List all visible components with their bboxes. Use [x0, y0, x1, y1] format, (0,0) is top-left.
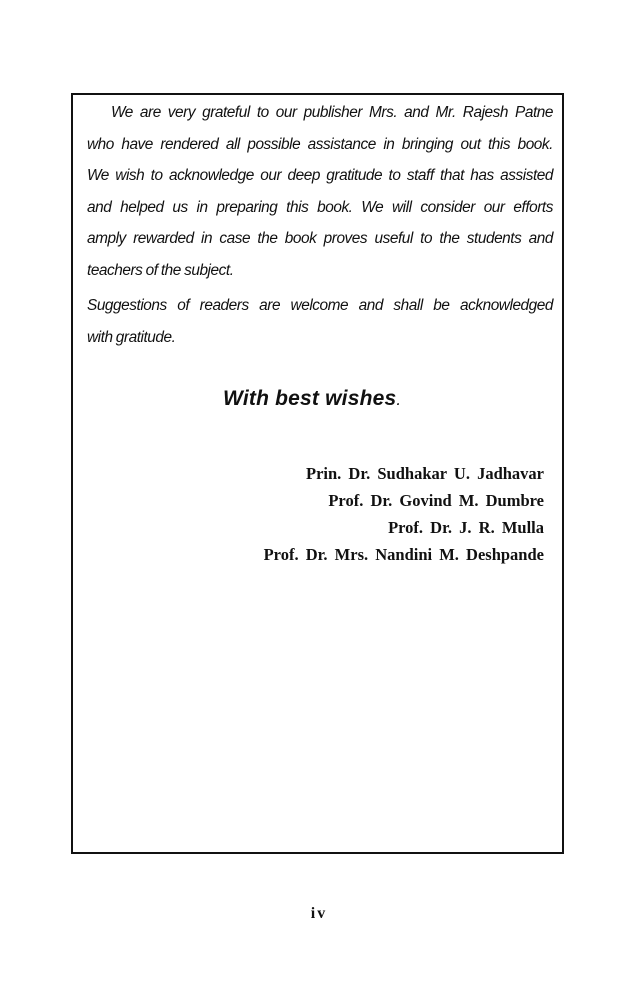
page-number: iv: [310, 905, 328, 922]
paragraph-line: teachers of the subject.: [87, 261, 234, 279]
author-list: [264, 460, 544, 568]
closing-text: With best wishes: [223, 387, 397, 410]
paragraph-line: and helped us in preparing this book. We will consider our efforts: [87, 198, 553, 216]
acknowledgement-paragraph: [87, 97, 553, 287]
paragraph-line: with gratitude.: [87, 328, 176, 346]
author-name: Prof. Dr. Govind M. Dumbre: [328, 491, 544, 510]
closing-greeting: [223, 385, 401, 414]
paragraph-line: who have rendered all possible assistance in bringing out this book.: [87, 135, 553, 153]
paragraph-line: We wish to acknowledge our deep gratitude to staff that has assisted: [87, 167, 553, 185]
paragraph-line: Suggestions of readers are welcome and shall be acknowledged: [87, 297, 553, 314]
closing-punctuation: .: [396, 390, 402, 409]
author-name: Prof. Dr. J. R. Mulla: [388, 518, 544, 537]
suggestions-paragraph: [87, 290, 553, 353]
paragraph-line: We are very grateful to our publisher Mrs. and Mr. Rajesh Patne: [111, 104, 553, 121]
author-name: Prin. Dr. Sudhakar U. Jadhavar: [305, 464, 544, 483]
content-border-box: [71, 93, 564, 854]
paragraph-line: amply rewarded in case the book proves useful to the students and: [87, 230, 553, 248]
author-name: Prof. Dr. Mrs. Nandini M. Deshpande: [263, 545, 544, 564]
